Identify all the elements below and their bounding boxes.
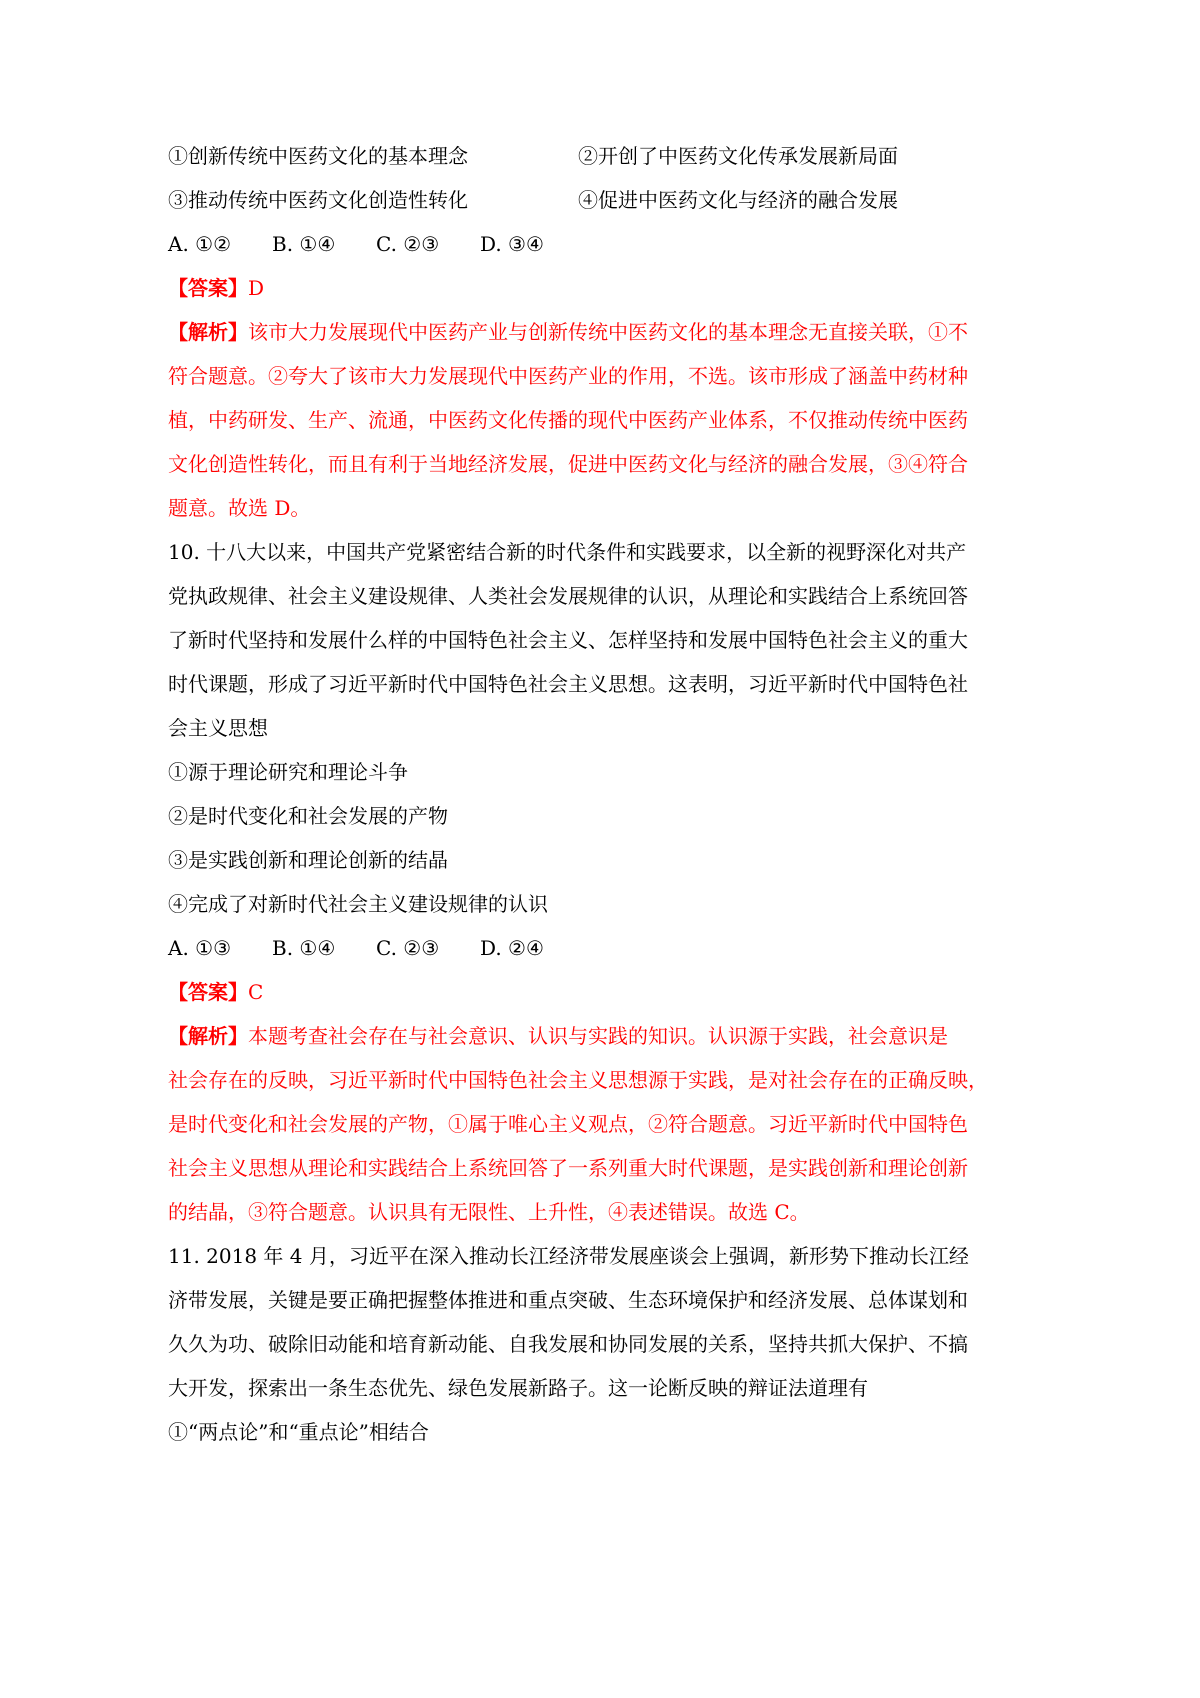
answer-tag: 【答案】 — [168, 980, 248, 1004]
q10-answer — [168, 978, 263, 1006]
answer-value: C — [248, 980, 264, 1004]
answer-value: D — [248, 276, 265, 300]
q11-stem-line-2: 济带发展，关键是要正确把握整体推进和重点突破、生态环境保护和经济发展、总体谋划和 — [168, 1288, 968, 1312]
q9-analysis-line-2: 符合题意。②夸大了该市大力发展现代中医药产业的作用，不选。该市形成了涵盖中药材种 — [168, 364, 968, 388]
q11-option-1: ①“两点论”和“重点论”相结合 — [168, 1420, 429, 1444]
q10-option-1: ①源于理论研究和理论斗争 — [168, 760, 408, 784]
q10-choice-a: A. ①③ — [168, 936, 232, 960]
q10-option-4: ④完成了对新时代社会主义建设规律的认识 — [168, 892, 548, 916]
q10-analysis-line-5: 的结晶，③符合题意。认识具有无限性、上升性，④表述错误。故选 C。 — [168, 1200, 810, 1224]
q11-stem-line-1: 11. 2018 年 4 月，习近平在深入推动长江经济带发展座谈会上强调，新形势下推动长江经 — [168, 1244, 969, 1268]
q10-stem-line-5: 会主义思想 — [168, 716, 268, 740]
q9-analysis-line-1 — [168, 318, 968, 346]
q9-option-3: ③推动传统中医药文化创造性转化 — [168, 188, 468, 212]
q10-choices — [168, 934, 544, 962]
q10-stem-line-2: 党执政规律、社会主义建设规律、人类社会发展规律的认识，从理论和实践结合上系统回答 — [168, 584, 968, 608]
q10-choice-b: B. ①④ — [272, 936, 336, 960]
q10-analysis-line-3: 是时代变化和社会发展的产物，①属于唯心主义观点，②符合题意。习近平新时代中国特色 — [168, 1112, 968, 1136]
analysis-text: 该市大力发展现代中医药产业与创新传统中医药文化的基本理念无直接关联，①不 — [248, 320, 968, 344]
q9-choice-c: C. ②③ — [376, 232, 440, 256]
q10-choice-c: C. ②③ — [376, 936, 440, 960]
q10-stem-line-1: 10. 十八大以来，中国共产党紧密结合新的时代条件和实践要求，以全新的视野深化对共产 — [168, 540, 967, 564]
q10-analysis-line-2: 社会存在的反映，习近平新时代中国特色社会主义思想源于实践，是对社会存在的正确反映， — [168, 1068, 988, 1092]
q9-option-1: ①创新传统中医药文化的基本理念 — [168, 144, 468, 168]
q10-analysis-line-4: 社会主义思想从理论和实践结合上系统回答了一系列重大时代课题，是实践创新和理论创新 — [168, 1156, 968, 1180]
q10-stem-line-4: 时代课题，形成了习近平新时代中国特色社会主义思想。这表明，习近平新时代中国特色社 — [168, 672, 968, 696]
analysis-tag: 【解析】 — [168, 320, 248, 344]
q10-option-3: ③是实践创新和理论创新的结晶 — [168, 848, 448, 872]
q11-stem-line-3: 久久为功、破除旧动能和培育新动能、自我发展和协同发展的关系，坚持共抓大保护、不搞 — [168, 1332, 968, 1356]
q10-choice-d: D. ②④ — [480, 936, 544, 960]
q10-option-2: ②是时代变化和社会发展的产物 — [168, 804, 448, 828]
q9-choice-d: D. ③④ — [480, 232, 544, 256]
analysis-tag: 【解析】 — [168, 1024, 248, 1048]
q9-answer — [168, 274, 264, 302]
analysis-text: 本题考查社会存在与社会意识、认识与实践的知识。认识源于实践，社会意识是 — [248, 1024, 948, 1048]
q9-analysis-line-5: 题意。故选 D。 — [168, 496, 311, 520]
q9-option-4: ④促进中医药文化与经济的融合发展 — [578, 188, 898, 212]
q9-analysis-line-4: 文化创造性转化，而且有利于当地经济发展，促进中医药文化与经济的融合发展，③④符合 — [168, 452, 968, 476]
q11-stem-line-4: 大开发，探索出一条生态优先、绿色发展新路子。这一论断反映的辩证法道理有 — [168, 1376, 868, 1400]
q9-option-2: ②开创了中医药文化传承发展新局面 — [578, 144, 898, 168]
q9-choice-b: B. ①④ — [272, 232, 336, 256]
answer-tag: 【答案】 — [168, 276, 248, 300]
q10-stem-line-3: 了新时代坚持和发展什么样的中国特色社会主义、怎样坚持和发展中国特色社会主义的重大 — [168, 628, 968, 652]
q10-analysis-line-1 — [168, 1022, 948, 1050]
q9-choice-a: A. ①② — [168, 232, 232, 256]
q9-choices — [168, 230, 544, 258]
q9-analysis-line-3: 植，中药研发、生产、流通，中医药文化传播的现代中医药产业体系，不仅推动传统中医药 — [168, 408, 968, 432]
